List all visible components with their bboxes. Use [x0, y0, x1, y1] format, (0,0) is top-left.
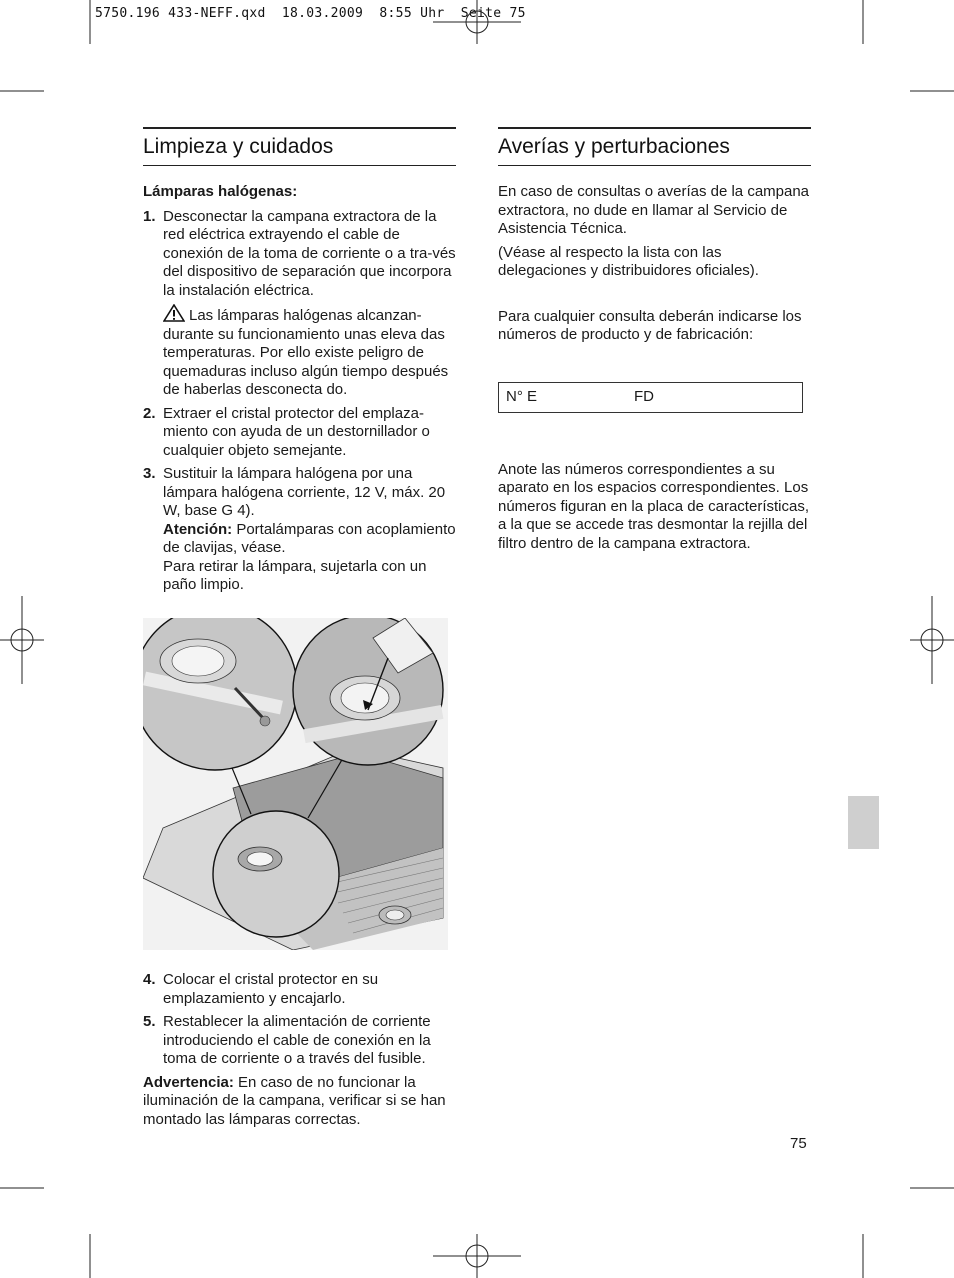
registration-mark-icon	[0, 596, 44, 684]
paragraph-delegations: (Véase al respecto la lista con las delegaciones y distribuidores oficiales).	[498, 243, 759, 279]
step-1	[143, 208, 456, 400]
step-extra-text: Para retirar la lámpara, sujetarla con un paño limpio.	[163, 557, 427, 593]
step-2	[143, 405, 456, 461]
warning-text: Las lámparas halógenas alcanzan-durante su funcionamiento unas eleva das temperaturas. Por ello existe peligro de quemaduras incluso algún tiempo después de haberlas desconecta do.	[163, 307, 449, 398]
product-number-box	[498, 382, 803, 413]
step-text: Restablecer la alimentación de corriente introduciendo el cable de conexión en la toma de corriente o a través del fusible.	[163, 1013, 431, 1067]
step-number: 3.	[143, 465, 156, 482]
warning-triangle-icon	[163, 304, 185, 322]
step-text: Colocar el cristal protector en su emplazamiento y encajarlo.	[163, 971, 379, 1007]
section-heading-cleaning: Limpieza y cuidados	[143, 127, 456, 166]
step-text: Sustituir la lámpara halógena por una lámpara halógena corriente, 12 V, máx. 20 W, base G 4).	[163, 465, 446, 519]
attention-label: Atención:	[163, 520, 233, 538]
print-slug: 5750.196 433-NEFF.qxd 18.03.2009 8:55 Uhr Seite 75	[95, 6, 526, 21]
paragraph-rating-plate: Anote las números correspondientes a su aparato en los espacios correspondientes. Los números figuran en la placa de características, a la que se accede tras desmontar la rejilla del filtro dentro de la campana extractora.	[498, 460, 809, 552]
halogen-lamp-illustration	[143, 618, 448, 950]
subheading-halogen: Lámparas halógenas:	[143, 183, 298, 200]
page-number: 75	[790, 1135, 807, 1152]
paragraph-numbers: Para cualquier consulta deberán indicarse los números de producto y de fabricación:	[498, 307, 802, 343]
right-column	[498, 127, 811, 558]
step-number: 5.	[143, 1013, 156, 1030]
advert-label: Advertencia:	[143, 1073, 234, 1091]
fd-number-label: FD	[634, 387, 654, 405]
step-5	[143, 1013, 456, 1069]
advert-text: En caso de no funcionar la iluminación de la campana, verificar si se han montado las lámparas correctas.	[143, 1073, 446, 1128]
left-column	[143, 127, 456, 1134]
section-heading-faults: Averías y perturbaciones	[498, 127, 811, 166]
step-number: 4.	[143, 971, 156, 988]
step-text: Extraer el cristal protector del emplaza-miento con ayuda de un destornillador o cualquier objeto semejante.	[163, 404, 430, 459]
step-text: Desconectar la campana extractora de la red eléctrica extrayendo el cable de conexión de la toma de corriente o a tra-vés del dispositivo de separación que incorpora la instalación eléctrica.	[163, 207, 456, 299]
step-4	[143, 971, 456, 1008]
step-3	[143, 465, 456, 595]
step-number: 2.	[143, 404, 156, 422]
attention-text: Portalámparas con acoplamiento de clavijas, véase.	[163, 520, 456, 556]
warning-note	[163, 304, 456, 400]
advert-paragraph	[143, 1074, 456, 1130]
registration-mark-icon	[910, 596, 954, 684]
language-tab-marker	[848, 796, 879, 849]
e-number-label: N° E	[506, 387, 538, 405]
step-number: 1.	[143, 207, 156, 225]
paragraph-contact: En caso de consultas o averías de la campana extractora, no dude en llamar al Servicio de Asistencia Técnica.	[498, 183, 810, 237]
registration-mark-icon	[433, 0, 521, 44]
registration-mark-icon	[433, 1234, 521, 1278]
